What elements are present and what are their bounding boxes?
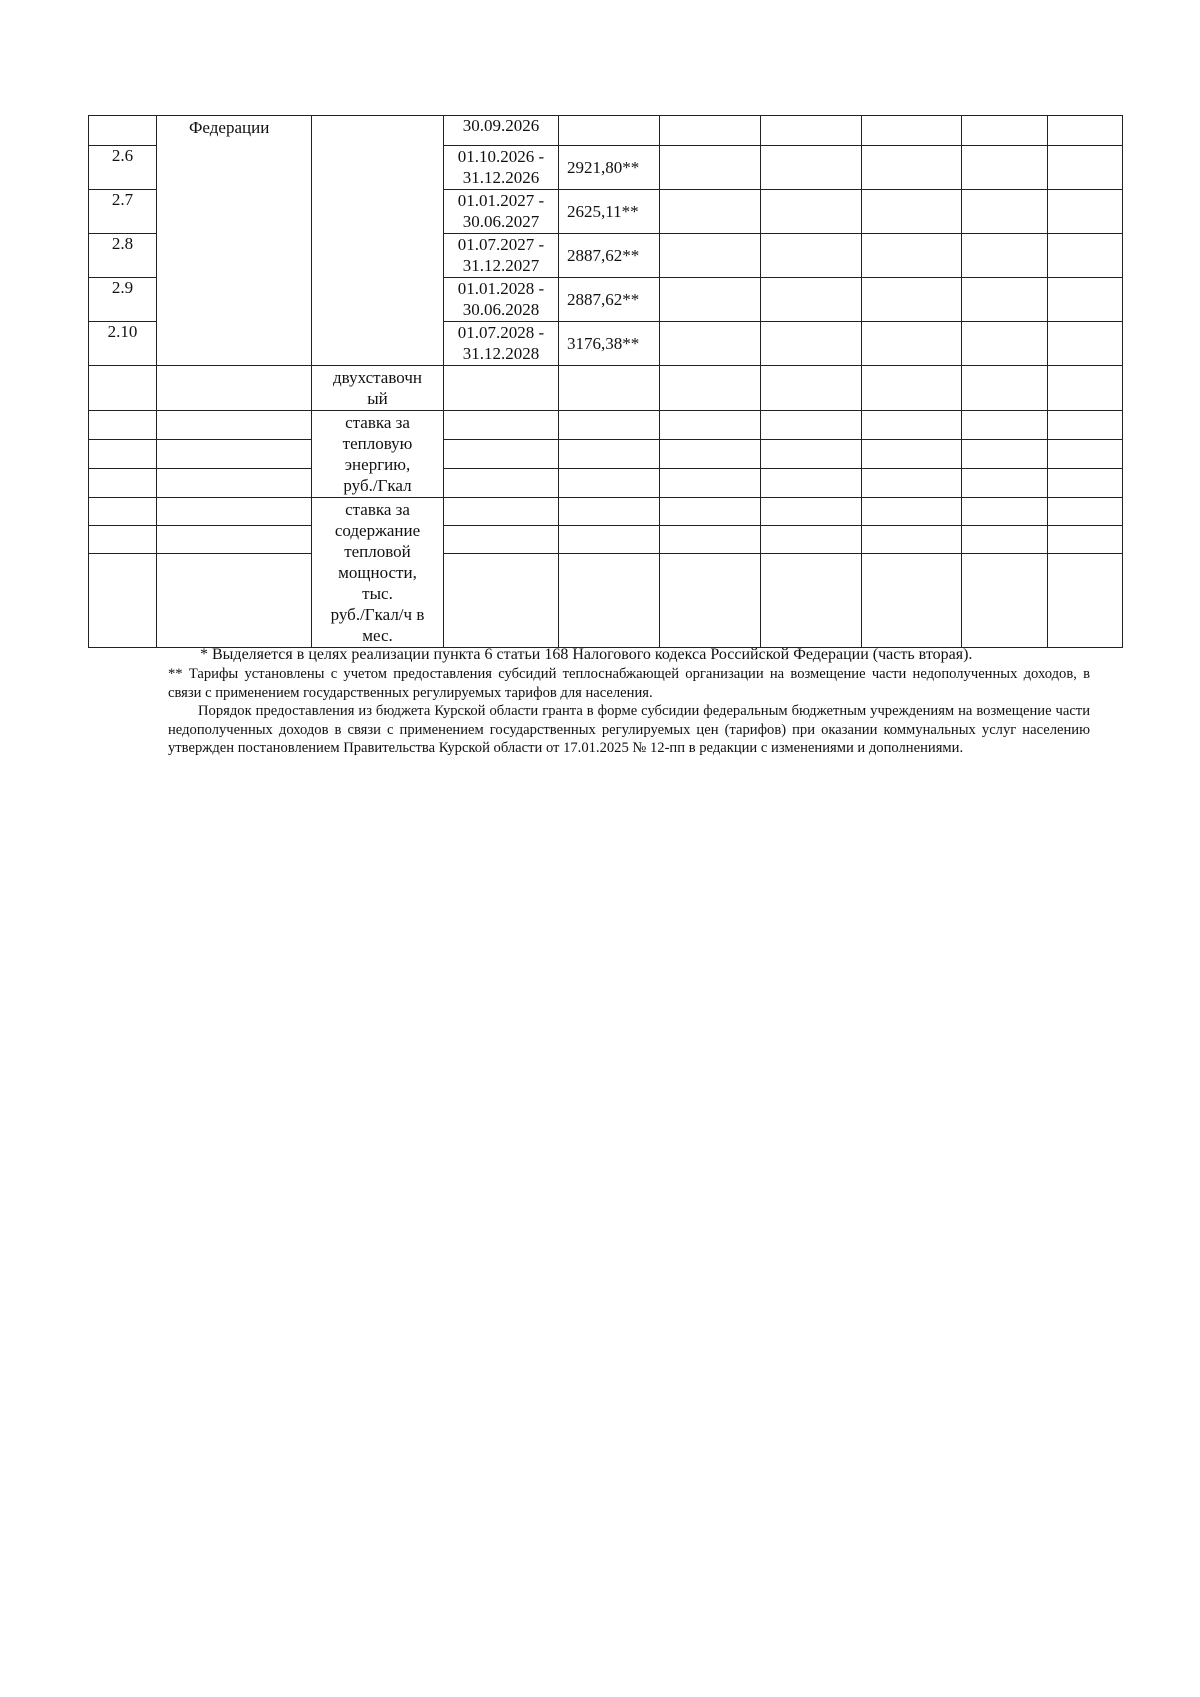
table-row [89, 366, 1123, 411]
period-cell: 01.07.2028 - 31.12.2028 [444, 322, 559, 366]
period-cell: 01.01.2027 - 30.06.2027 [444, 190, 559, 234]
period-cell: 30.09.2026 [444, 116, 559, 146]
footnote-vat: * Выделяется в целях реализации пункта 6 статьи 168 Налогового кодекса Российской Федерации (часть вторая). [200, 646, 973, 663]
row-number: 2.7 [89, 190, 157, 234]
tariff-table [88, 115, 1123, 648]
row-number: 2.6 [89, 146, 157, 190]
tariff-value: 3176,38** [559, 322, 660, 366]
table-row [89, 469, 1123, 498]
row-number: 2.10 [89, 322, 157, 366]
footnotes [168, 645, 1090, 758]
capacity-rate-label: ставка за содержание тепловой мощности, тыс. руб./Гкал/ч в мес. [312, 498, 444, 648]
tariff-value: 2887,62** [559, 234, 660, 278]
table-row [89, 116, 1123, 146]
table-row [89, 526, 1123, 554]
table-row [89, 440, 1123, 469]
row-number: 2.8 [89, 234, 157, 278]
footnote-subsidy: ** Тарифы установлены с учетом предоставления субсидий теплоснабжающей организации на возмещение части недополученных доходов, в связи с применением государственных регулируемых тарифов для населения. [168, 666, 1090, 701]
tariff-value: 2887,62** [559, 278, 660, 322]
period-cell: 01.01.2028 - 30.06.2028 [444, 278, 559, 322]
tariff-value: 2625,11** [559, 190, 660, 234]
two-part-tariff-label: двухставочн ый [312, 366, 444, 411]
organization-cell [157, 116, 312, 366]
table-row [89, 411, 1123, 440]
table-row [89, 498, 1123, 526]
org-text: Федерации [189, 118, 270, 137]
grant-procedure-note: Порядок предоставления из бюджета Курской области гранта в форме субсидии федеральным бюджетным учреждениям на возмещение части недополученных доходов в связи с применением государственных регулируемых цен (тарифов) при оказании коммунальных услуг населению утвержден постановлением Правительства Курской области от 17.01.2025 № 12-пп в редакции с изменениями и дополнениями. [168, 703, 1090, 756]
energy-rate-label: ставка за тепловую энергию, руб./Гкал [312, 411, 444, 498]
tariff-value: 2921,80** [559, 146, 660, 190]
table-row [89, 554, 1123, 648]
period-cell: 01.10.2026 - 31.12.2026 [444, 146, 559, 190]
row-number: 2.9 [89, 278, 157, 322]
period-cell: 01.07.2027 - 31.12.2027 [444, 234, 559, 278]
